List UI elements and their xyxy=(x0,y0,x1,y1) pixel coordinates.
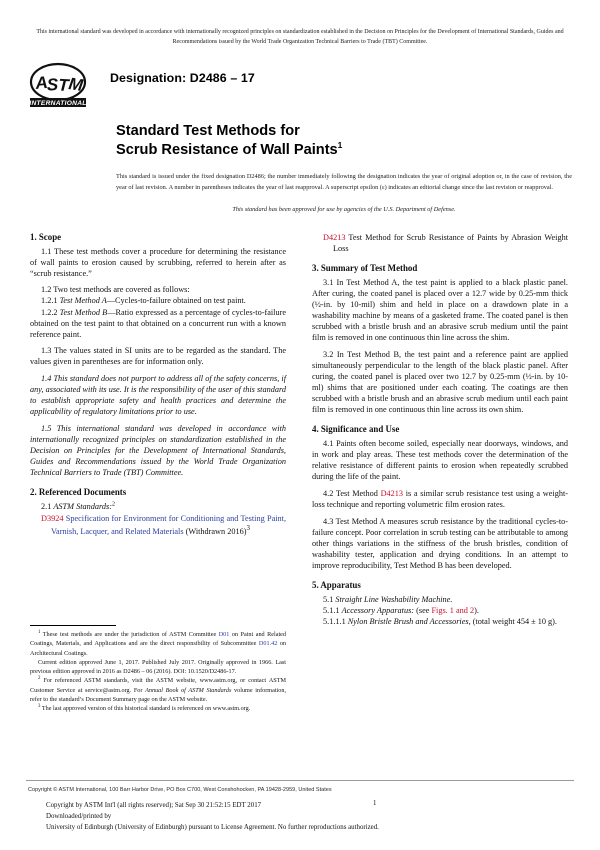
astm-logo-icon xyxy=(28,62,92,108)
issue-note: This standard is issued under the fixed designation D2486; the number immediately following the designation indicates the year of original adoption or, in the case of revision, the year of last revision. A number in parentheses indicates the year of last reapproval. A superscript epsilon (ε) indicates an editorial change since the last revision or reapproval. xyxy=(116,173,572,191)
paragraph-4-2-pre: 4.2 Test Method xyxy=(323,488,381,498)
svg-text:INTERNATIONAL: INTERNATIONAL xyxy=(29,100,87,107)
footnotes xyxy=(30,630,286,714)
footnote-1-text-c: on Architectural Coatings. xyxy=(30,640,287,657)
paragraph-5-1-1-1 xyxy=(312,616,568,627)
svg-text:A: A xyxy=(34,72,49,93)
page-title xyxy=(116,122,572,161)
svg-text:M: M xyxy=(67,74,85,95)
paragraph-5-1-1 xyxy=(312,605,568,616)
paragraph-5-1-1-1-ital: Nylon Bristle Brush and Accessories xyxy=(347,616,469,626)
paragraph-5-1-1-1-pre: 5.1.1.1 xyxy=(323,616,348,626)
footnote-edition-info: Current edition approved June 1, 2017. Published July 2017. Originally approved in 1966. Last previous edition approved in 2016 as D2486 – 06 (2016). DOI: 10.1520/D2486-17. xyxy=(30,658,286,676)
paragraph-5-1-1-mid: (see xyxy=(414,605,432,615)
paragraph-5-1-1-post: ). xyxy=(474,605,479,615)
footer-divider xyxy=(26,780,574,781)
reference-d3924[interactable] xyxy=(30,513,286,537)
paragraph-4-2 xyxy=(312,488,568,510)
dod-approval-note: This standard has been approved for use by agencies of the U.S. Department of Defense. xyxy=(232,206,456,213)
reference-d4213-id[interactable]: D4213 xyxy=(323,233,346,242)
section-heading-significance: 4. Significance and Use xyxy=(312,424,400,435)
paragraph-1-2-2: 1.2.2 Test Method B—Ratio expressed as a percentage of cycles-to-failure obtained on the test paint to that obtained on a concurrent run with a known reference paint. xyxy=(30,307,286,339)
paragraph-3-2: 3.2 In Test Method B, the test paint and a reference paint are applied simultaneously perpendicular to the length of the black plastic panel. After curing, the coated panel is placed over two 12.7 by 0.25-mm (½-in. by 10-ml) shims that are positioned under each coating. The coatings are then scrubbed with a bristle brush and an abrasive scrub medium until each paint film is removed in one continuous thin line across its own shim. xyxy=(312,349,568,415)
paragraph-5-1: 5.1 Straight Line Washability Machine. xyxy=(323,594,453,604)
title-line-1: Standard Test Methods for xyxy=(116,123,300,139)
section-heading-summary: 3. Summary of Test Method xyxy=(312,263,418,274)
footnote-2-text-b: volume information, refer to the standard’s Document Summary page on the ASTM website. xyxy=(30,686,287,704)
reference-d3924-status: (Withdrawn 2016) xyxy=(185,526,247,536)
section-heading-apparatus: 5. Apparatus xyxy=(312,580,361,590)
footnote-2-marker: 2 xyxy=(38,676,41,682)
paragraph-5-1-1-ital: Accessory Apparatus: xyxy=(341,605,415,615)
page-number: 1 xyxy=(373,800,377,807)
svg-text:T: T xyxy=(57,75,70,96)
paragraph-1-2: 1.2 Two test methods are covered as follows: xyxy=(41,285,190,295)
license-line-1: Copyright by ASTM Int'l (all rights reserved); Sat Sep 30 21:52:15 EDT 2017 xyxy=(46,802,262,809)
designation-label: Designation: D2486 – 17 xyxy=(110,71,255,85)
svg-text:S: S xyxy=(46,75,59,95)
right-column xyxy=(312,232,568,627)
footnote-2-text-a: For referenced ASTM standards, visit the ASTM website, www.astm.org, or contact ASTM Customer Service at service@astm.org. For xyxy=(30,677,287,694)
footnote-2-ital: Annual Book of ASTM Standards xyxy=(145,686,232,694)
paragraph-1-2-1: 1.2.1 Test Method A—Cycles-to-failure obtained on test paint. xyxy=(41,296,246,306)
paragraph-4-2-post: is a similar scrub resistance test using a weight-loss technique and reporting volumetric film erosion rates. xyxy=(312,488,568,509)
footnote-1-marker: 1 xyxy=(38,629,41,635)
reference-d3924-title[interactable]: Specification for Environment for Conditioning and Testing Paint, Varnish, Lacquer, and Related Materials xyxy=(51,514,287,536)
paragraph-3-1: 3.1 In Test Method A, the test paint is applied to a black plastic panel. After curing, the coated panel is placed over a 12.7 wide by 0.25-mm thick (½-in. by 10-mil) shim and held in place on a drawdown plate in a washability machine by means of a gasketed frame. The coated panel is then scrubbed with a bristle brush and an abrasive scrub medium until the paint film is removed in one continuous thin line across the shim. xyxy=(312,277,568,343)
title-footnote-marker: 1 xyxy=(337,140,343,151)
footnote-1-link-d0142[interactable]: D01.42 xyxy=(258,640,278,648)
reference-d3924-id[interactable]: D3924 xyxy=(41,514,64,524)
license-line-3: University of Edinburgh (University of Edinburgh) pursuant to License Agreement. No further reproductions authorized. xyxy=(46,824,379,832)
footnote-divider xyxy=(30,625,116,626)
footnote-3-text: The last approved version of this historical standard is referenced on www.astm.org. xyxy=(41,705,251,713)
wto-notice: This international standard was developed in accordance with internationally recognized principles on standardization established in the Decision on Principles for the Development of International Standards, Guides and Recommendations issued by the World Trade Organization Technical Barriers to Trade (TBT) Committee. xyxy=(36,29,564,45)
footnote-1-link-d01[interactable]: D01 xyxy=(218,631,230,638)
license-block xyxy=(46,800,546,834)
copyright-notice: Copyright © ASTM International, 100 Barr Harbor Drive, PO Box C700, West Conshohocken, PA 19428-2959, United States xyxy=(28,787,332,793)
footnote-1 xyxy=(30,630,286,658)
astm-standards-label: ASTM Standards: xyxy=(53,501,112,511)
footnote-1-text-a: These test methods are under the jurisdiction of ASTM Committee xyxy=(42,631,219,638)
footnote-2 xyxy=(30,676,286,704)
astm-standards-footnote-marker: 2 xyxy=(111,501,115,508)
paragraph-4-2-link[interactable]: D4213 xyxy=(380,488,404,498)
paragraph-5-1-1-1-post: , (total weight 454 ± 10 g). xyxy=(468,616,557,626)
paragraph-1-5: 1.5 This international standard was developed in accordance with internationally recognized principles on standardization established in the Decision on Principles for the Development of International Standards, Guides and Recommendations issued by the World Trade Organization Technical Barriers to Trade (TBT) Committee. xyxy=(30,423,286,478)
reference-d3924-status-marker: 3 xyxy=(246,525,250,533)
paragraph-1-4: 1.4 This standard does not purport to address all of the safety concerns, if any, associated with its use. It is the responsibility of the user of this standard to establish appropriate safety and health practices and determine the applicability of regulatory limitations prior to use. xyxy=(30,374,286,417)
paragraph-1-1: 1.1 These test methods cover a procedure for determining the resistance of wall paints to erosion caused by scrubbing, referred to herein after as “scrub resistance.” xyxy=(30,246,286,278)
paragraph-5-1-1-pre: 5.1.1 xyxy=(323,605,342,615)
title-line-2: Scrub Resistance of Wall Paints xyxy=(116,142,338,159)
footnote-1-text-b: on Paint and Related Coatings, Materials, and Applications and are the direct responsibility of Subcommittee xyxy=(30,631,287,648)
paragraph-5-1-1-link[interactable]: Figs. 1 and 2 xyxy=(431,605,475,615)
paragraph-2-1: 2.1 ASTM Standards:$^2$ xyxy=(41,501,115,511)
left-column xyxy=(30,232,286,537)
section-heading-referenced-documents: 2. Referenced Documents xyxy=(30,487,127,498)
paragraph-4-1: 4.1 Paints often become soiled, especially near doorways, windows, and in work and play areas. These test methods cover the determination of the relative resistance of different paints to erosion when repeatedly scrubbed during the life of the paint. xyxy=(312,438,568,482)
reference-d4213-title: Test Method for Scrub Resistance of Paints by Abrasion Weight Loss xyxy=(333,233,568,254)
reference-d4213[interactable] xyxy=(312,232,568,254)
section-heading-scope: 1. Scope xyxy=(30,232,62,242)
footnote-3-marker: 3 xyxy=(38,704,41,710)
footnote-3 xyxy=(30,704,286,713)
paragraph-1-3: 1.3 The values stated in SI units are to be regarded as the standard. The values given in parentheses are for information only. xyxy=(30,346,286,367)
license-line-2: Downloaded/printed by xyxy=(46,813,112,821)
masthead xyxy=(28,62,572,110)
paragraph-4-3: 4.3 Test Method A measures scrub resistance by the traditional cycles-to-failure concept. Poor correlation in scrub testing can be attributable to among other things variations in the stiffness of the brush bristles, condition of washability tester, application and drying conditions. In an attempt to improve reproducibility, Test Method B has been developed. xyxy=(312,516,568,570)
